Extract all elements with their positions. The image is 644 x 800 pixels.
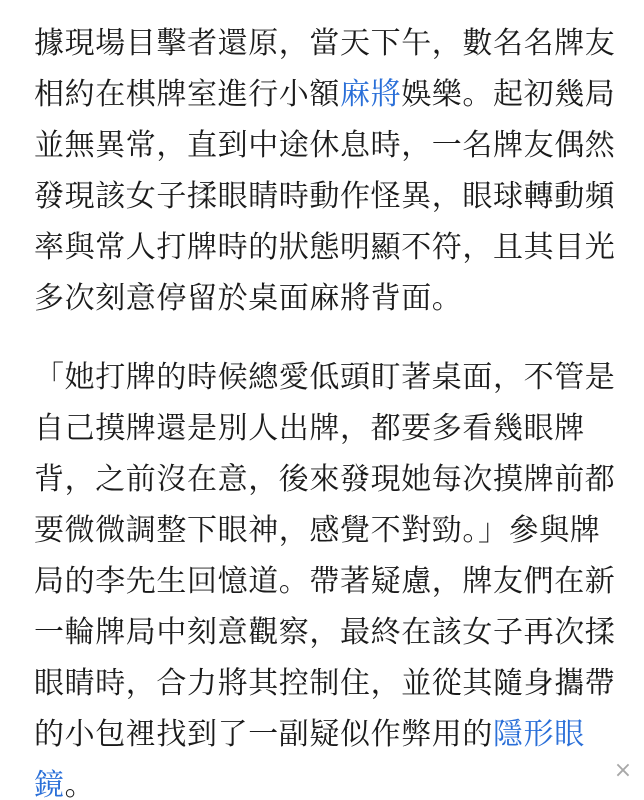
text-line: 自己摸牌還是別人出牌，都要多看幾眼牌 — [34, 411, 585, 446]
text-line: 背，之前沒在意，後來發現她每次摸牌前都 — [34, 462, 616, 497]
text-line: 局的李先生回憶道。帶著疑慮，牌友們在新 — [34, 564, 616, 599]
text-line: 要微微調整下眼神，感覺不對勁。」參與牌 — [34, 513, 601, 548]
keyword-link-contact-lens[interactable]: 隱形眼 — [493, 717, 585, 752]
text-line: 並無異常，直到中途休息時，一名牌友偶然 — [34, 128, 616, 163]
paragraph-2 — [34, 352, 624, 800]
text-segment: 。 — [64, 768, 96, 800]
text-line: 眼睛時，合力將其控制住，並從其隨身攜帶 — [34, 666, 616, 701]
text-line: 多次刻意停留於桌面麻將背面。 — [34, 281, 463, 316]
keyword-link-mahjong[interactable]: 麻將 — [340, 77, 402, 112]
text-line: 發現該女子揉眼睛時動作怪異，眼球轉動頻 — [34, 179, 616, 214]
paragraph-1 — [34, 18, 624, 324]
text-segment: 相約在棋牌室進行小額 — [34, 77, 340, 112]
keyword-link-contact-lens-cont[interactable]: 鏡 — [34, 768, 65, 800]
text-line — [34, 760, 624, 800]
text-line: 「她打牌的時候總愛低頭盯著桌面，不管是 — [34, 360, 616, 395]
text-line — [34, 709, 624, 760]
text-line: 率與常人打牌時的狀態明顯不符，且其目光 — [34, 230, 616, 265]
text-line — [34, 69, 624, 120]
article-body — [34, 18, 624, 800]
text-segment: 娛樂。起初幾局 — [401, 77, 616, 112]
paragraph-gap — [34, 324, 624, 352]
text-line: 據現場目擊者還原，當天下午，數名名牌友 — [34, 26, 616, 61]
close-icon[interactable]: × — [613, 758, 633, 783]
text-segment: 的小包裡找到了一副疑似作弊用的 — [34, 717, 493, 752]
text-line: 一輪牌局中刻意觀察，最終在該女子再次揉 — [34, 615, 616, 650]
